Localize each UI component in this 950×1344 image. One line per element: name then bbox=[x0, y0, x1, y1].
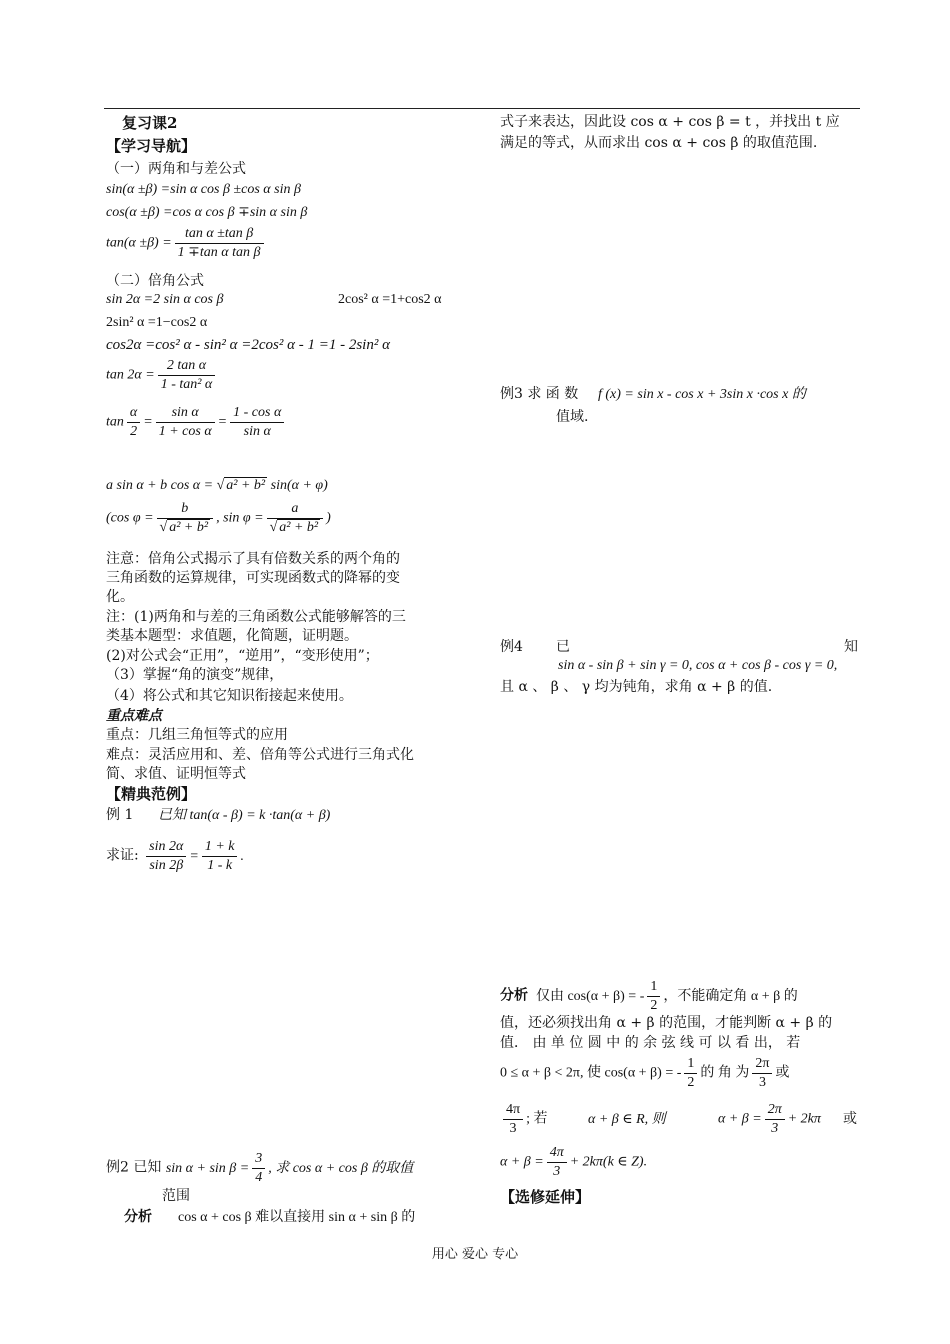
note-line: 注：(1)两角和与差的三角函数公式能够解答的三 bbox=[106, 609, 406, 625]
lesson-title: 复习课2 bbox=[122, 114, 178, 132]
example4-ask: 且 α 、 β 、 γ 均为钝角，求角 α + β 的值. bbox=[500, 679, 773, 695]
section-heading-examples: 【精典范例】 bbox=[106, 785, 197, 803]
analysis-line: $\frac{4\pi}{3}$ ; 若 bbox=[500, 1101, 547, 1138]
formula-sin-double: sin 2α =2 sin α cos β bbox=[106, 292, 224, 307]
subheading-double-angle: （二）倍角公式 bbox=[106, 273, 204, 289]
note-line: 化。 bbox=[106, 589, 134, 605]
example2-statement-cont: 范围 bbox=[162, 1188, 190, 1204]
note-line: （4）将公式和其它知识衔接起来使用。 bbox=[106, 688, 353, 704]
example1-given: 已知 tan(α - β) = k ·tan(α + β) bbox=[158, 808, 331, 823]
note-line: 注意：倍角公式揭示了具有倍数关系的两个角的 bbox=[106, 551, 400, 567]
formula-cos-double: cos2α =cos² α - sin² α =2cos² α - 1 =1 - 2sin² α bbox=[106, 337, 390, 353]
formula-tan-sum: tan(α ±β) = $\frac{\text{tan α ±tan β}}{\text{1 ∓tan α tan β}}$ bbox=[106, 225, 267, 262]
example2-analysis: cos α + cos β 难以直接用 sin α + sin β 的 bbox=[178, 1210, 416, 1225]
key-points-line: 重点：几组三角恒等式的应用 bbox=[106, 727, 288, 743]
formula-auxiliary-angle: a sin α + b cos α = √ a² + b² sin(α + φ) bbox=[106, 478, 328, 493]
subheading-sum-diff: （一）两角和与差公式 bbox=[106, 161, 246, 177]
example2-analysis-label: 分析 bbox=[124, 1209, 152, 1225]
formula-cos-sum: cos(α ±β) =cos α cos β ∓sin α sin β bbox=[106, 205, 308, 220]
formula-sin-sum: sin(α ±β) =sin α cos β ±cos α sin β bbox=[106, 182, 301, 197]
example3-label: 例3 求 函 数 bbox=[500, 386, 579, 402]
analysis-line: α + β = $\frac{2\pi}{3}$ + 2kπ bbox=[718, 1102, 821, 1136]
example4-label: 例4 bbox=[500, 639, 523, 655]
analysis-line: 分析 仅由 cos(α + β) = - $\frac{1}{2}$ ，不能确定角 α + β 的 bbox=[500, 979, 798, 1013]
example1-prove-formula: 求证: $\frac{\sin 2\alpha}{\sin 2\beta}$ = $\frac{1 + k}{1 - k}$ . bbox=[106, 839, 244, 873]
formula-phi-definition: (cos φ = $\frac{b}{\text{√ a² + b²}}$ , sin φ = $\frac{a}{\text{√ a² + b²}}$ ) bbox=[106, 501, 331, 535]
example3-ask: 值域. bbox=[556, 409, 589, 425]
analysis-line: α + β = $\frac{4\pi}{3}$ + 2kπ(k ∈ Z). bbox=[500, 1145, 648, 1179]
formula-2sin-squared: 2sin² α =1−cos2 α bbox=[106, 315, 208, 330]
analysis-line: α + β ∈ R, 则 bbox=[588, 1112, 666, 1127]
analysis-line: 0 ≤ α + β < 2π, 使 cos(α + β) = - $\frac{1}{2}$ 的 角 为 $\frac{2\pi}{3}$ 或 bbox=[500, 1056, 790, 1090]
note-line: 三角函数的运算规律，可实现函数式的降幂的变 bbox=[106, 570, 400, 586]
key-points-line: 难点：灵活应用和、差、倍角等公式进行三角式化 bbox=[106, 747, 414, 763]
example4-word: 已 bbox=[556, 639, 570, 655]
example4-word: 知 bbox=[844, 639, 858, 655]
formula-tan-half: tan $\frac{\alpha}{2}$ = $\frac{\text{sin α}}{\text{1 + cos α}}$ = $\frac{\text{1 - cos α}}{\text{sin α}}$ bbox=[106, 404, 287, 441]
page-footer: 用心 爱心 专心 bbox=[431, 1247, 519, 1262]
header-rule bbox=[104, 108, 860, 109]
formula-tan-double: tan 2α = $\frac{\text{2 tan α}}{\text{1 - tan² α}}$ bbox=[106, 357, 218, 394]
section-heading-guide: 【学习导航】 bbox=[106, 137, 197, 155]
note-line: （3）掌握“角的演变”规律， bbox=[106, 667, 284, 683]
example3-function: f (x) = sin x - cos x + 3sin x ·cos x 的 bbox=[598, 387, 806, 402]
key-points-line: 简、求值、证明恒等式 bbox=[106, 766, 246, 782]
analysis-continued: 满足的等式，从而求出 cos α + cos β 的取值范围. bbox=[500, 135, 818, 151]
analysis-continued: 式子来表达，因此设 cos α + cos β = t ，并找出 t 应 bbox=[500, 114, 840, 130]
formula-2cos-squared: 2cos² α =1+cos2 α bbox=[338, 292, 442, 307]
analysis-line: 或 bbox=[843, 1111, 857, 1127]
example2-statement: 例2 已知 sin α + sin β = $\frac{3}{4}$ , 求 cos α + cos β 的取值 bbox=[106, 1151, 414, 1185]
section-heading-extension: 【选修延伸】 bbox=[500, 1188, 591, 1206]
key-points-heading: 重点难点 bbox=[106, 708, 162, 724]
example1-label: 例 1 bbox=[106, 807, 134, 823]
analysis-line: 值． 由 单 位 圆 中 的 余 弦 线 可 以 看 出， 若 bbox=[500, 1035, 801, 1051]
analysis-line: 值，还必须找出角 α + β 的范围，才能判断 α + β 的 bbox=[500, 1015, 833, 1031]
note-line: (2)对公式会“正用”，“逆用”，“变形使用”； bbox=[106, 648, 379, 664]
note-line: 类基本题型：求值题，化简题，证明题。 bbox=[106, 628, 358, 644]
example4-condition: sin α - sin β + sin γ = 0, cos α + cos β - cos γ = 0, bbox=[558, 658, 838, 673]
